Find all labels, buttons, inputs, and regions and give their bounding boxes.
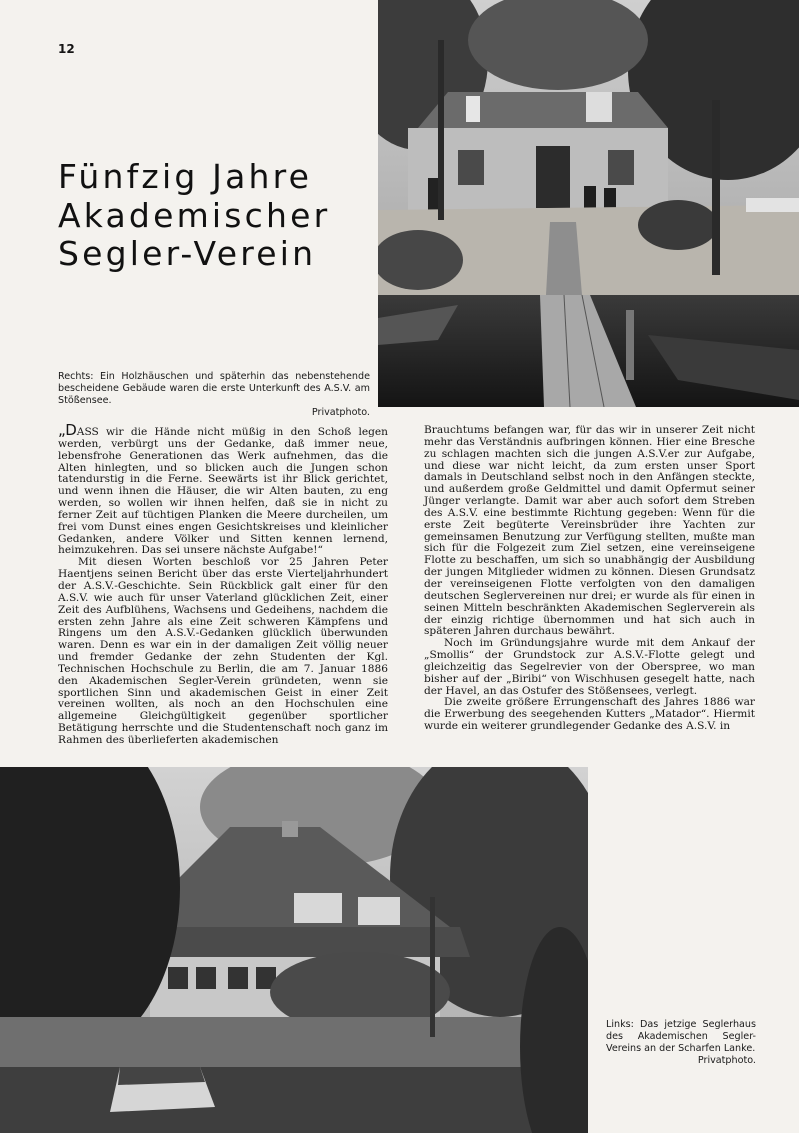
article-column-right (424, 425, 755, 733)
paragraph-text: ASS wir die Hände nicht müßig in den Schoß legen werden, verbürgt uns der Gedanke, daß immer neue, lebensfrohe Generationen das Werk aufnehmen, das die Alten hinlegten, und so blicken auch die Jungen schon tatendurstig in die Ferne. Seewärts ist ihr Blick gerichtet, und wenn ihnen die Häuser, die wir Alten bauten, zu eng werden, so wollen wir ihnen helfen, daß sie in nicht zu ferner Zeit auf tüchtigen Planken die Meere durcheilen, um frei vom Dunst eines engen Gesichtskreises und kleinlicher Gedanken, andere Völker und Sitten kennen lernend, heimzukehren. Das sei unsere nächste Aufgabe!“ (58, 426, 388, 557)
photo-current-clubhouse (0, 767, 588, 1133)
article-column-left (58, 421, 388, 747)
cottage-photo-image (378, 0, 799, 407)
clubhouse-photo-image (0, 767, 588, 1133)
page-number: 12 (58, 42, 75, 56)
top-photo-caption (58, 371, 370, 419)
article-paragraph: Die zweite größere Errungenschaft des Jahres 1886 war die Erwerbung des seegehenden Kutters „Matador“. Hiermit wurde ein weiterer grundlegender Gedanke des A.S.V. in (424, 696, 755, 733)
title-line-2: Akademischer (58, 195, 331, 235)
drop-cap: „D (58, 421, 77, 439)
article-title (58, 158, 368, 274)
article-paragraph: Mit diesen Worten beschloß vor 25 Jahren Peter Haentjens seinen Bericht über das erste Vierteljahrhundert der A.S.V.-Geschichte. Sein Rückblick galt einer für den A.S.V. wie auch für unser Vaterland glücklichen Zeit, einer Zeit des Aufblühens, Wachsens und Gedeihens, nachdem die ersten zehn Jahre als eine Zeit schweren Kämpfens und Ringens um den A.S.V.-Gedanken glücklich überwunden waren. Denn es war ein in der damaligen Zeit völlig neuer und fremder Gedanke der zehn Studenten der Kgl. Technischen Hochschule zu Berlin, die am 7. Januar 1886 den Akademischen Segler-Verein gründeten, wenn sie sportlichen Sinn und akademischen Geist in einer Zeit vereinen wollten, als noch an den Hochschulen eine allgemeine Gleichgültigkeit gegenüber sportlicher Betätigung herrschte und die Studentenschaft noch ganz im Rahmen des überlieferten akademischen (58, 556, 388, 746)
bottom-caption-text: Links: Das jetzige Seglerhaus des Akademischen Segler-Vereins an der Scharfen Lanke. (606, 1019, 756, 1054)
bottom-photo-caption (606, 1019, 756, 1067)
article-paragraph: Brauchtums befangen war, für das wir in unserer Zeit nicht mehr das Verständnis aufbringen können. Hier eine Bresche zu schlagen machten sich die jungen A.S.V.er zur Aufgabe, und diese war nicht leicht, da zum ersten unser Sport damals in Deutschland selbst noch in den Anfängen steckte, und außerdem große Geldmittel und damit Opfermut seiner Jünger verlangte. Damit war aber auch sofort dem Streben des A.S.V. eine bestimmte Richtung gegeben: Wenn für die erste Zeit begüterte Vereinsbrüder ihre Yachten zur gemeinsamen Benutzung zur Verfügung stellten, mußte man sich für die Folgezeit zum Ziel setzen, eine vereinseigene Flotte zu beschaffen, um sich so unabhängig der Ausbildung der jungen Mitglieder widmen zu können. Diesen Grundsatz der vereinseigenen Flotte verfolgten von den damaligen deutschen Seglervereinen nur drei; er wurde als für einen in seinen Mitteln beschränkten Akademischen Seglerverein als der einzig richtige übernommen und hat sich auch in späteren Jahren durchaus bewährt. (424, 424, 755, 638)
top-caption-credit: Privatphoto. (311, 407, 370, 418)
article-paragraph (58, 421, 388, 557)
title-line-1: Fünfzig Jahre (58, 157, 313, 196)
top-caption-text: Rechts: Ein Holzhäuschen und späterhin das nebenstehende bescheidene Gebäude waren die erste Unterkunft des A.S.V. am Stößensee. (58, 371, 370, 406)
photo-first-clubhouse (378, 0, 799, 407)
title-line-3: Segler-Verein (58, 234, 317, 273)
article-paragraph: Noch im Gründungsjahre wurde mit dem Ankauf der „Smollis“ der Grundstock zur A.S.V.-Flotte gelegt und gleichzeitig das Segelrevier von der Oberspree, wo man bisher auf der „Biribi“ von Wischhusen gesegelt hatte, nach der Havel, an das Ostufer des Stößensees, verlegt. (424, 637, 755, 697)
bottom-caption-credit: Privatphoto. (697, 1055, 756, 1066)
